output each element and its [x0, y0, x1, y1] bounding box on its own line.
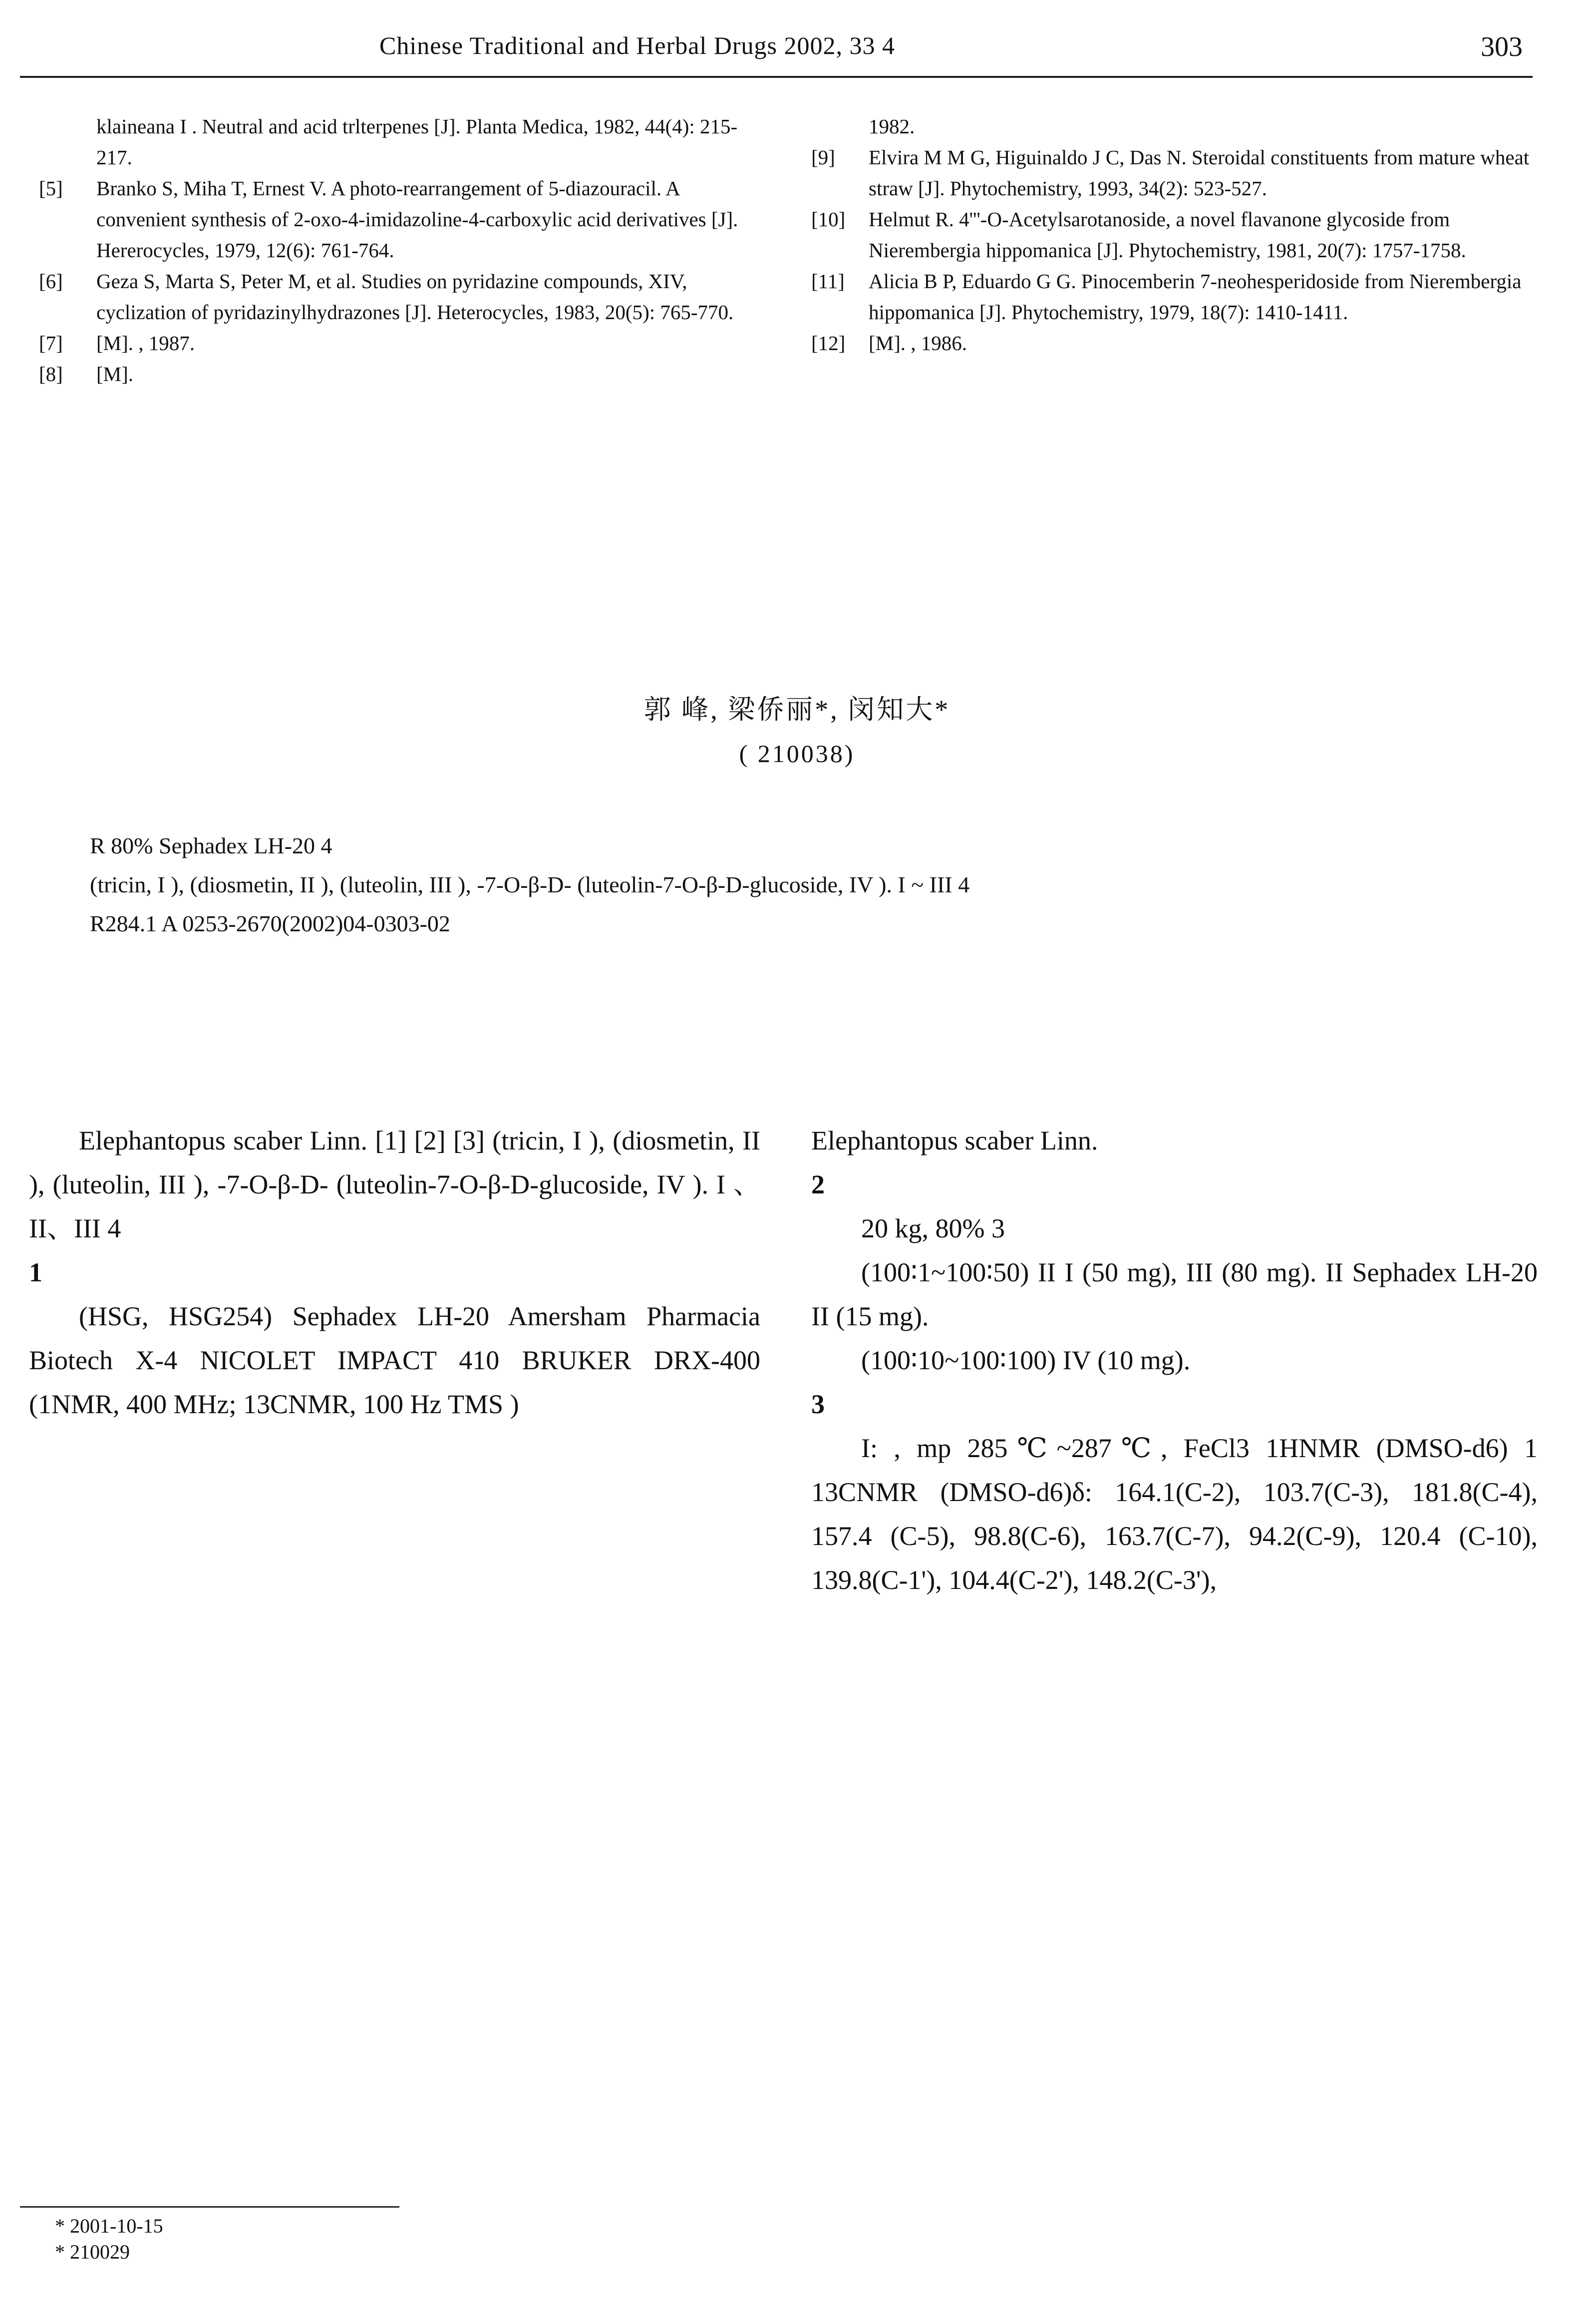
article-affiliation: ( 210038) [739, 740, 855, 768]
reference-item: [7] [M]. , 1987. [39, 332, 195, 355]
body-paragraph: (100∶1~100∶50) II I (50 mg), III (80 mg). II Sephadex LH-20 II (15 mg). [811, 1257, 1538, 1331]
body-right-column [811, 1119, 1538, 1602]
reference-item: 1982. [869, 115, 915, 138]
footnote [55, 2213, 754, 2265]
section-heading: 1 [29, 1257, 42, 1287]
abstract-classification: R284.1 A 0253-2670(2002)04-0303-02 [90, 911, 450, 936]
intro-paragraph: Elephantopus scaber Linn. [1] [2] [3] (tricin, I ), (diosmetin, II ), (luteolin, III ), -7-O-β-D- (luteolin-7-O-β-D-glucoside, IV ). I 、II、III 4 [29, 1126, 760, 1243]
footnote-line: * 210029 [55, 2241, 130, 2263]
article-authors: 郭 峰, 梁侨丽*, 闵知大* [643, 695, 951, 725]
reference-item: [6] Geza S, Marta S, Peter M, et al. Studies on pyridazine compounds, XIV, cyclization of pyridazinylhydrazones [J]. Heterocycles, 1983, 20(5): 765-770. [39, 270, 734, 324]
reference-item: [5] Branko S, Miha T, Ernest V. A photo-rearrangement of 5-diazouracil. A convenient synthesis of 2-oxo-4-imidazoline-4-carboxylic acid derivatives [J]. Hererocycles, 1979, 12(6): 761-764. [39, 177, 738, 262]
reference-item: [11] Alicia B P, Eduardo G G. Pinocemberin 7-neohesperidoside from Nierembergia hippomanica [J]. Phytochemistry, 1979, 18(7): 1410-1411. [811, 270, 1522, 324]
reference-item: klaineana I . Neutral and acid trlterpenes [J]. Planta Medica, 1982, 44(4): 215-217. [96, 115, 738, 169]
body-paragraph: (HSG, HSG254) Sephadex LH-20 Amersham Pharmacia Biotech X-4 NICOLET IMPACT 410 BRUKER DRX-400 (1NMR, 400 MHz; 13CNMR, 100 Hz TMS ) [29, 1301, 760, 1419]
page-number: 303 [1481, 31, 1523, 62]
section-heading: 2 [811, 1169, 825, 1199]
reference-item: [8] [M]. [39, 363, 134, 386]
body-paragraph: Elephantopus scaber Linn. [811, 1126, 1098, 1156]
body-paragraph: I: , mp 285℃~287℃, FeCl3 1HNMR (DMSO-d6) 1 13CNMR (DMSO-d6)δ: 164.1(C-2), 103.7(C-3), 181.8(C-4), 157.4 (C-5), 98.8(C-6), 163.7(C-7), 94.2(C-9), 120.4 (C-10), 139.8(C-1'), 104.4(C-2'), 148.2(C-3'), [811, 1433, 1538, 1595]
abstract-line: (tricin, I ), (diosmetin, II ), (luteolin, III ), -7-O-β-D- (luteolin-7-O-β-D-glucoside, IV ). I ~ III 4 [90, 872, 970, 897]
footnote-rule [20, 2206, 399, 2208]
section-heading: 3 [811, 1389, 825, 1419]
references-right-column [811, 111, 1530, 359]
reference-item: [12] [M]. , 1986. [811, 332, 967, 355]
body-left-column [29, 1119, 760, 1426]
body-paragraph: (100∶10~100∶100) IV (10 mg). [861, 1345, 1191, 1375]
abstract-line: R 80% Sephadex LH-20 4 [90, 833, 332, 858]
body-paragraph: 20 kg, 80% 3 [861, 1213, 1005, 1243]
running-header [30, 31, 1538, 76]
reference-item: [10] Helmut R. 4'''-O-Acetylsarotanoside, a novel flavanone glycoside from Nierembergia hippomanica [J]. Phytochemistry, 1981, 20(7): 1757-1758. [811, 208, 1466, 262]
journal-name: Chinese Traditional and Herbal Drugs 2002, 33 4 [379, 31, 896, 59]
abstract [90, 826, 1508, 943]
footnote-line: * 2001-10-15 [55, 2215, 163, 2237]
header-rule [20, 76, 1533, 78]
references-left-column [39, 111, 750, 389]
reference-item: [9] Elvira M M G, Higuinaldo J C, Das N. Steroidal constituents from mature wheat straw [J]. Phytochemistry, 1993, 34(2): 523-527. [811, 146, 1530, 200]
